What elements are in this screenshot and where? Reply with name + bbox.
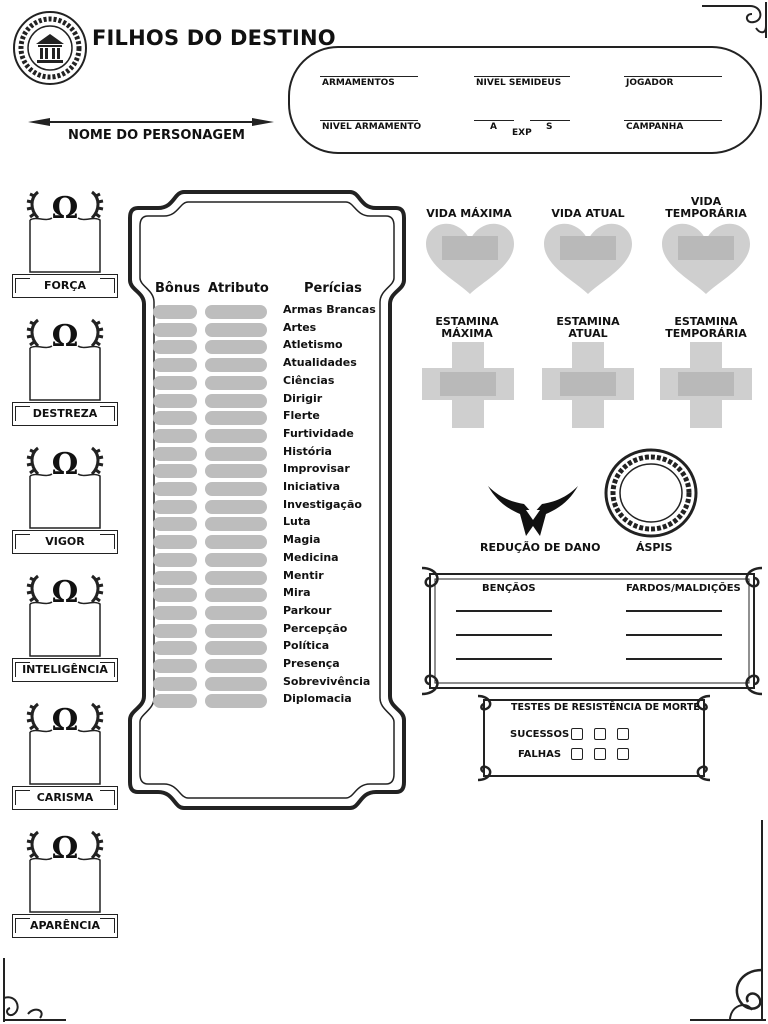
atributo-field[interactable] [205,394,267,408]
estamina-temporaria-cross[interactable] [660,342,752,428]
atributo-field[interactable] [205,624,267,638]
skill-name: Dirigir [283,391,323,405]
vida-atual-heart[interactable] [542,222,634,296]
svg-text:Ω: Ω [51,703,79,738]
skill-name: Magia [283,533,321,547]
skill-name: Flerte [283,409,320,423]
nivel-armamento-line[interactable] [320,120,418,121]
jogador-label: JOGADOR [626,78,674,88]
skill-name: Atletismo [283,338,343,352]
bonus-field[interactable] [153,553,197,567]
corner-ornament-bottom-left [0,958,70,1024]
omega-laurel-icon [24,826,106,918]
skill-name: História [283,444,332,458]
attribute-label[interactable]: INTELIGÊNCIA [12,658,118,682]
name-divider [26,116,276,128]
estamina-atual-cross[interactable] [542,342,634,428]
campanha-line[interactable] [624,120,722,121]
sheet-title: FILHOS DO DESTINO [92,26,336,50]
bonus-field[interactable] [153,340,197,354]
atributo-field[interactable] [205,571,267,585]
omega-laurel-icon [24,698,106,790]
atributo-field[interactable] [205,447,267,461]
aspis-label: ÁSPIS [636,541,673,554]
skill-name: Iniciativa [283,480,341,493]
atributo-field[interactable] [205,376,267,390]
corner-ornament-bottom-right [690,820,768,1024]
bonus-field[interactable] [153,624,197,638]
falha-checkbox-2[interactable] [594,748,606,760]
attribute-label[interactable]: FORÇA [12,274,118,298]
nivel-semideus-label: NIVEL SEMIDEUS [476,78,562,88]
exp-a-label: A [490,122,497,132]
bonus-field[interactable] [153,517,197,531]
vida-temporaria-label-2: TEMPORÁRIA [665,207,747,220]
estamina-maxima-label-1: ESTAMINA [435,315,499,328]
sucesso-checkbox-2[interactable] [594,728,606,740]
atributo-field[interactable] [205,358,267,372]
atributo-field[interactable] [205,694,267,708]
skill-name: Armas Brancas [283,303,376,316]
armamentos-label: ARMAMENTOS [322,78,395,88]
bencao-line-3[interactable] [456,658,552,660]
bonus-field[interactable] [153,464,197,478]
armamentos-line[interactable] [320,76,418,77]
skill-name: Improvisar [283,462,350,476]
falha-checkbox-3[interactable] [617,748,629,760]
estamina-temporaria-label-1: ESTAMINA [674,315,738,328]
atributo-field[interactable] [205,429,267,443]
svg-text:Ω: Ω [51,319,79,354]
atributo-field[interactable] [205,588,267,602]
bencaos-label: BENÇÃOS [482,583,536,594]
attribute-label[interactable]: VIGOR [12,530,118,554]
estamina-temporaria-label-2: TEMPORÁRIA [665,327,747,340]
atributo-field[interactable] [205,482,267,496]
estamina-atual-label-1: ESTAMINA [556,315,620,328]
bonus-field[interactable] [153,358,197,372]
bonus-field[interactable] [153,429,197,443]
estamina-maxima-label-2: MÁXIMA [441,327,493,340]
svg-text:Ω: Ω [51,447,79,482]
omega-laurel-icon [24,186,106,278]
atributo-field[interactable] [205,606,267,620]
vida-maxima-heart[interactable] [424,222,516,296]
omega-laurel-icon [24,570,106,662]
bonus-field[interactable] [153,694,197,708]
skill-name: Atualidades [283,356,357,370]
campanha-label: CAMPANHA [626,122,684,132]
exp-label: EXP [512,128,532,138]
falha-checkbox-1[interactable] [571,748,583,760]
estamina-atual-label-2: ATUAL [568,327,608,340]
bonus-field[interactable] [153,305,197,319]
svg-text:Ω: Ω [51,191,79,226]
fardo-line-2[interactable] [626,634,722,636]
vida-temporaria-heart[interactable] [660,222,752,296]
fardos-maldicoes-label: FARDOS/MALDIÇÕES [626,583,741,594]
bonus-field[interactable] [153,641,197,655]
skill-name: Mira [283,586,311,600]
attribute-label[interactable]: CARISMA [12,786,118,810]
skill-name: Diplomacia [283,692,352,706]
skill-name: Medicina [283,550,339,564]
death-saves-title: TESTES DE RESISTÊNCIA DE MORTE [511,702,700,713]
vida-atual-label: VIDA ATUAL [551,207,625,220]
exp-s-label: S [546,122,553,132]
skill-name: Ciências [283,373,335,387]
bonus-field[interactable] [153,606,197,620]
shield-icon[interactable] [604,448,698,538]
reducao-de-dano-label: REDUÇÃO DE DANO [480,541,601,554]
bonus-field[interactable] [153,500,197,514]
skill-name: Política [283,639,330,653]
fardo-line-3[interactable] [626,658,722,660]
sucesso-checkbox-1[interactable] [571,728,583,740]
bonus-field[interactable] [153,482,197,496]
skill-name: Presença [283,657,340,670]
bonus-field[interactable] [153,535,197,549]
horns-icon [486,484,580,540]
svg-text:Ω: Ω [51,575,79,610]
vida-maxima-label: VIDA MÁXIMA [426,207,512,220]
skill-name: Artes [283,320,317,334]
skill-name: Luta [283,515,311,529]
atributo-field[interactable] [205,323,267,337]
temple-logo [12,10,88,86]
atributo-field[interactable] [205,677,267,691]
sucessos-label: SUCESSOS [510,729,570,740]
atributo-field[interactable] [205,517,267,531]
bonus-field[interactable] [153,447,197,461]
bonus-field[interactable] [153,394,197,408]
atributo-field[interactable] [205,535,267,549]
sucesso-checkbox-3[interactable] [617,728,629,740]
skill-name: Furtividade [283,426,354,440]
nivel-armamento-label: NIVEL ARMAMENTO [322,122,422,132]
atributo-field[interactable] [205,641,267,655]
jogador-line[interactable] [624,76,722,77]
skill-name: Parkour [283,603,332,617]
atributo-field[interactable] [205,305,267,319]
atributo-field[interactable] [205,500,267,514]
atributo-field[interactable] [205,411,267,425]
attribute-label[interactable]: DESTREZA [12,402,118,426]
fardo-line-1[interactable] [626,610,722,612]
vida-temporaria-label-1: VIDA [690,195,722,208]
pericias-header: Perícias [304,281,362,296]
omega-laurel-icon [24,314,106,406]
attribute-label[interactable]: APARÊNCIA [12,914,118,938]
atributo-header: Atributo [208,281,269,296]
omega-laurel-icon [24,442,106,534]
estamina-maxima-cross[interactable] [422,342,514,428]
skill-name: Investigação [283,497,362,511]
atributo-field[interactable] [205,659,267,673]
skill-name: Percepção [283,621,348,635]
bonus-field[interactable] [153,323,197,337]
bonus-field[interactable] [153,677,197,691]
nivel-semideus-line[interactable] [474,76,570,77]
skill-name: Sobrevivência [283,674,371,688]
exp-a-line[interactable] [474,120,514,121]
atributo-field[interactable] [205,464,267,478]
bonus-header: Bônus [155,281,201,296]
exp-s-line[interactable] [530,120,570,121]
svg-text:Ω: Ω [51,831,79,866]
bonus-field[interactable] [153,376,197,390]
falhas-label: FALHAS [518,749,562,760]
bencao-line-2[interactable] [456,634,552,636]
character-name-label: NOME DO PERSONAGEM [68,128,245,143]
bonus-field[interactable] [153,571,197,585]
skill-name: Mentir [283,568,324,582]
atributo-field[interactable] [205,553,267,567]
bonus-field[interactable] [153,588,197,602]
bonus-field[interactable] [153,411,197,425]
atributo-field[interactable] [205,340,267,354]
bencao-line-1[interactable] [456,610,552,612]
corner-ornament-top-right [700,0,768,40]
bonus-field[interactable] [153,659,197,673]
